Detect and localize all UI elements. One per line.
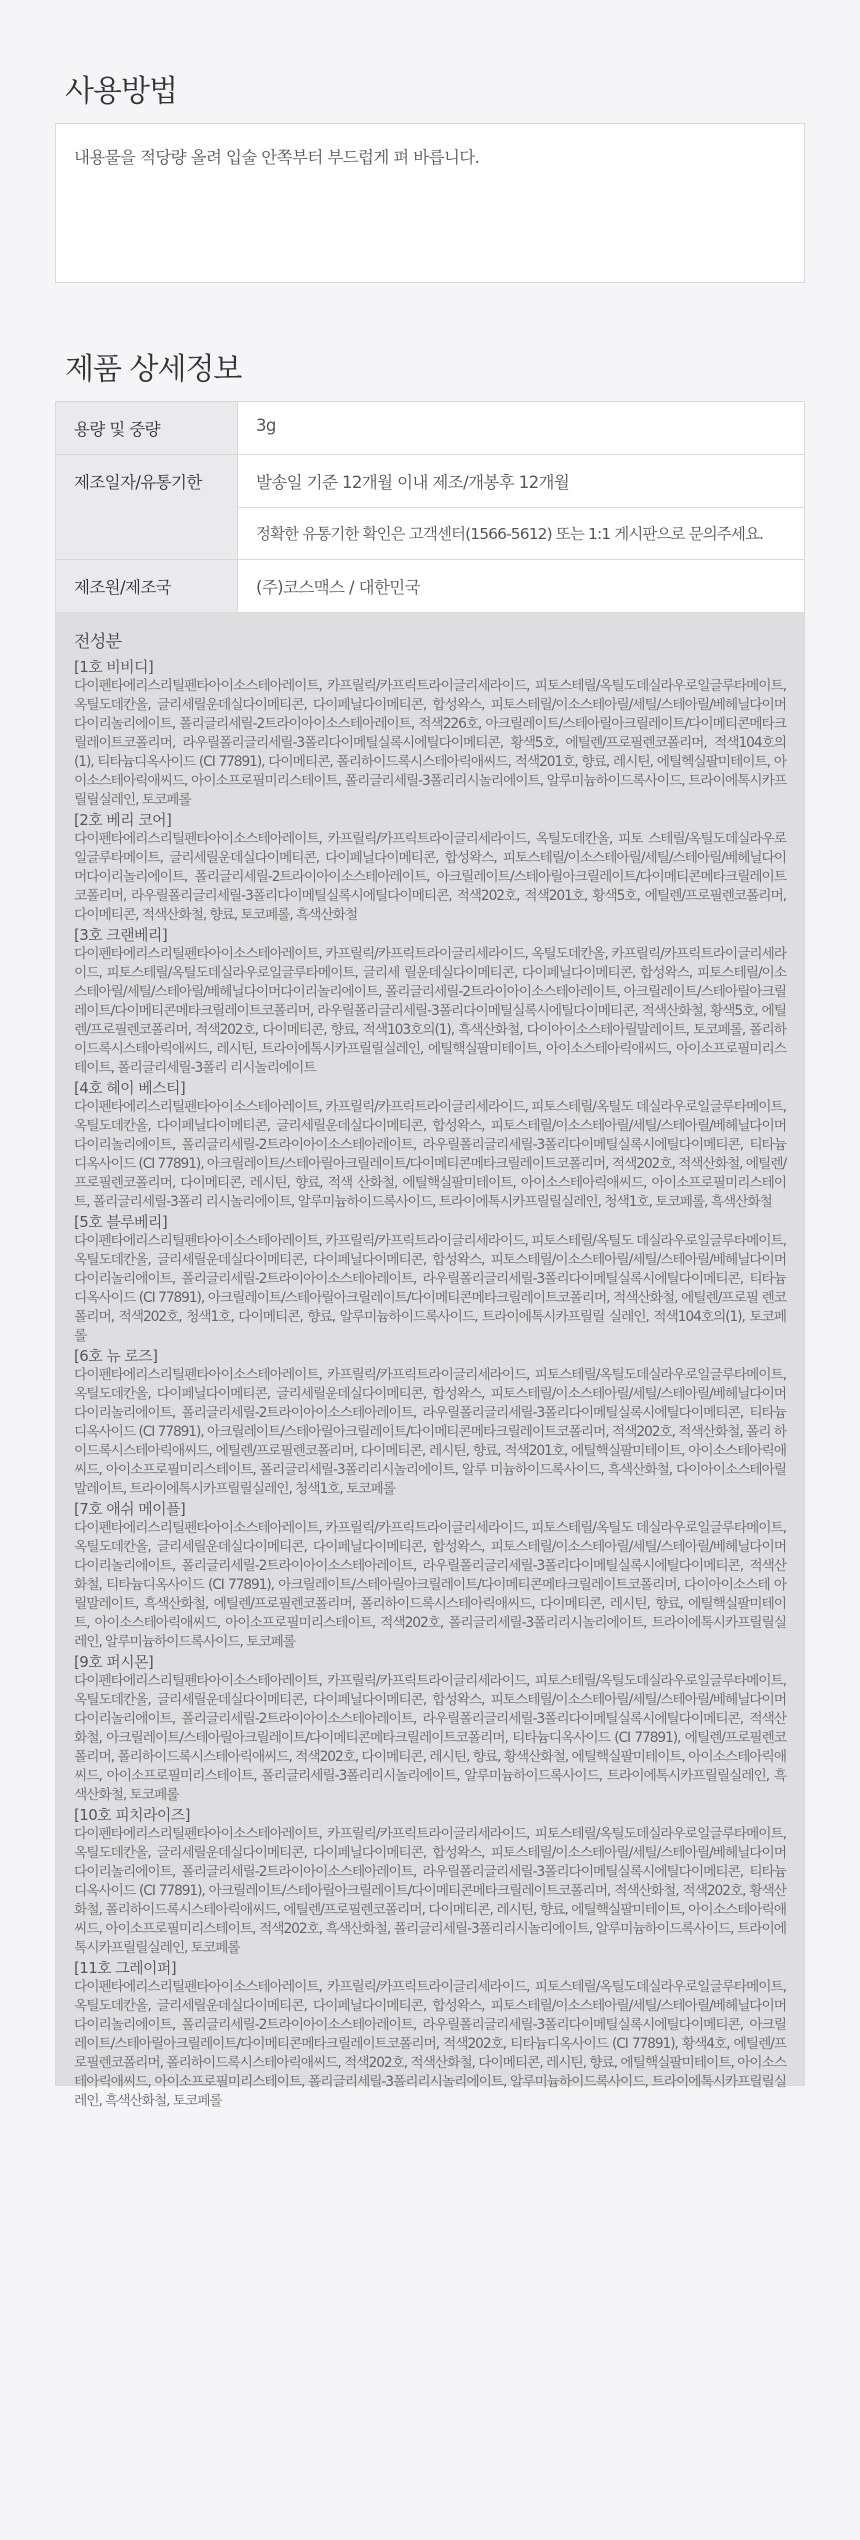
- variant-7: [74, 1500, 786, 1652]
- variant-name: [11호 그레이퍼]: [74, 1959, 177, 1977]
- ingredients-title: 전성분: [74, 632, 122, 652]
- detail-value-manufacturer: (주)코스맥스 / 대한민국: [256, 578, 420, 597]
- variant-ingredients: 다이펜타에리스리틸펜타아이소스테아레이트, 카프릴릭/카프릭트라이글리세라이드, 피토스테릴/옥틸도데실라우로일글루타메이트, 옥틸도데칸올, 글리세릴운데실다이메티콘, 다이페닐다이메티콘, 합성왁스, 피토스테릴/이소스테아릴/세틸/스테아릴/베헤닐다이머다이리놀리에이트, 폴리글리세릴-2트라이아이소스테아레이트, 적색226호, 아크릴레이트/스테아릴아크릴레이트/다이메티콘메타크릴레이트코폴리머, 라우릴폴리글리세릴-3폴리다이메틸실록시에틸다이메티콘, 황색5호, 에틸렌/프로필렌코폴리머, 적색104호의(1), 티타늄디옥사이드 (CI 77891), 다이메티콘, 폴리하이드록시스테아릭애씨드, 적색201호, 향료, 레시틴, 에틸헥실팔미테이트, 아이소스테아릭애씨드, 아이소프로필미리스테이트, 폴리글리세릴-3폴리리시놀리에이트, 알루미늄하이드록사이드, 트라이에톡시카프릴릴실레인, 토코페롤: [74, 678, 786, 808]
- detail-row-expiry: [55, 455, 805, 560]
- variant-6: [74, 1347, 786, 1499]
- variant-name: [9호 퍼시몬]: [74, 1653, 154, 1671]
- usage-box: [55, 123, 805, 283]
- variant-2: [74, 811, 786, 925]
- variant-name: [10호 피치라이즈]: [74, 1806, 190, 1824]
- detail-value-expiry-note: 정확한 유통기한 확인은 고객센터(1566-5612) 또는 1:1 게시판으로 문의주세요.: [238, 507, 804, 559]
- variant-name: [6호 뉴 로즈]: [74, 1347, 158, 1365]
- variant-ingredients: 다이펜타에리스리틸펜타아이소스테아레이트, 카프릴릭/카프릭트라이글리세라이드, 피토스테릴/옥틸도데실라우로일글루타메이트, 옥틸도데칸올, 글리세릴운데실다이메티콘, 다이페닐다이메티콘, 합성왁스, 피토스테릴/이소스테아릴/세틸/스테아릴/베헤닐다이머다이리놀리에이트, 폴리글리세릴-2트라이아이소스테아레이트, 라우릴폴리글리세릴-3폴리다이메틸실록시에틸다이메티콘, 적색산화철, 아크릴레이트/스테아릴아크릴레이트/다이메티콘메타크릴레이트코폴리머, 티타늄디옥사이드 (CI 77891), 에틸렌/프로필렌코폴리머, 폴리하이드록시스테아릭애씨드, 적색202호, 다이메티콘, 레시틴, 향료, 황색산화철, 에틸핵실팔미테이트, 아이소스테아릭애씨드, 아이소프로필미리스테이트, 폴리글리세릴-3폴리리시놀리에이트, 알루미늄하이드록사이드, 트라이에톡시카프릴릴실레인, 흑색산화철, 토코페롤: [74, 1673, 786, 1803]
- variant-name: [3호 크랜베리]: [74, 926, 168, 944]
- variant-5: [74, 1213, 786, 1346]
- variant-4: [74, 1079, 786, 1212]
- variant-ingredients: 다이펜타에리스리틸펜타아이소스테아레이트, 카프릴릭/카프릭트라이글리세라이드, 옥틸도데칸올, 피토 스테릴/옥틸도데실라우로일글루타메이트, 글리세릴운데실다이메티콘, 다이페닐다이메티콘, 합성왁스, 피토스테릴/이소스테아릴/세틸/스테아릴/베헤닐다이머다이리놀리에이트, 폴리글리세릴-2트라이아이소스테아레이트, 아크릴레이트/스테아릴아크릴레이트/다이메티콘메타크릴레이트코폴리머, 라우릴폴리글리세릴-3폴리다이메틸실록시에틸다이메티콘, 적색202호, 적색201호, 황색5호, 에틸렌/프로필렌코폴리머, 다이메티콘, 적색산화철, 향료, 토코페롤, 흑색산화철: [74, 831, 786, 923]
- usage-text: 내용물을 적당량 올려 입술 안쪽부터 부드럽게 펴 바릅니다.: [74, 148, 480, 167]
- detail-row-manufacturer: [55, 560, 805, 613]
- variant-ingredients: 다이펜타에리스리틸펜타아이소스테아레이트, 카프릴릭/카프릭트라이글리세라이드, 피토스테릴/옥틸도 데실라우로일글루타메이트, 옥틸도데칸올, 글리세릴운데실다이메티콘, 다이페닐다이메티콘, 합성왁스, 피토스테릴/이소스테아릴/세틸/스테아릴/베헤닐다이머다이리놀리에이트, 폴리글리세릴-2트라이아이소스테아레이트, 라우릴폴리글리세릴-3폴리다이메틸실록시에틸다이메티콘, 적색산화철, 티타늄디옥사이드 (CI 77891), 아크릴레이트/스테아릴아크릴레이트/다이메티콘메타크릴레이트코폴리머, 다이아이소스테 아릴말레이트, 흑색산화철, 에틸렌/프로필렌코폴리머, 폴리하이드록시스테아릭애씨드, 다이메티콘, 레시틴, 향료, 에틸핵실팔미테이트, 아이소스테아릭애씨드, 아이소프로필미리스테이트, 적색202호, 폴리글리세릴-3폴리리시놀리에이트, 트라이에톡시카프릴릴실레인, 알루미늄하이드록사이드, 토코페롤: [74, 1520, 786, 1650]
- variant-ingredients: 다이펜타에리스리틸펜타아이소스테아레이트, 카프릴릭/카프릭트라이글리세라이드, 피토스테릴/옥틸도데실라우로일글루타메이트, 옥틸도데칸올, 다이페닐다이메티콘, 글리세릴운데실다이메티콘, 합성왁스, 피토스테릴/이소스테아릴/세틸/스테아릴/베헤닐다이머다이리놀리에이트, 폴리글리세릴-2트라이아이소스테아레이트, 라우릴폴리글리세릴-3폴리다이메틸실록시에틸다이메티콘, 티타늄디옥사이드 (CI 77891), 아크릴레이트/스테아릴아크릴레이트/다이메티콘메타크릴레이트코폴리머, 적색202호, 적색산화철, 폴리 하이드록시스테아릭애씨드, 에틸렌/프로필렌코폴리머, 다이메티콘, 레시틴, 향료, 적색201호, 에틸핵실팔미테이트, 아이소스테아릭애씨드, 아이소프로필미리스테이트, 폴리글리세릴-3폴리리시놀리에이트, 알루 미늄하이드록사이드, 흑색산화철, 다이아이소스테아릴말레이트, 트라이에톡시카프릴릴실레인, 청색1호, 토코페롤: [74, 1367, 786, 1497]
- variant-ingredients: 다이펜타에리스리틸펜타아이소스테아레이트, 카프릴릭/카프릭트라이글리세라이드, 피토스테릴/옥틸도 데실라우로일글루타메이트, 옥틸도데칸올, 다이페닐다이메티콘, 글리세릴운데실다이메티콘, 합성왁스, 피토스테릴/이소스테아릴/세틸/스테아릴/베헤닐다이머다이리놀리에이트, 폴리글리세릴-2트라이아이소스테아레이트, 라우릴폴리글리세릴-3폴리다이메틸실록시에틸다이메티콘, 티타늄디옥사이드 (CI 77891), 아크릴레이트/스테아릴아크릴레이트/다이메티콘메타크릴레이트코폴리머, 적색202호, 적색산화철, 에틸렌/프로필렌코폴리머, 다이메티콘, 레시틴, 향료, 적색 산화철, 에틸핵실팔미테이트, 아이소스테아릭애씨드, 아이소프로필미리스테이트, 폴리글리세릴-3폴리 리시놀리에이트, 알루미늄하이드록사이드, 트라이에톡시카프릴릴실레인, 청색1호, 토코페롤, 흑색산화철: [74, 1099, 786, 1210]
- variant-name: [5호 블루베리]: [74, 1213, 168, 1231]
- variant-name: [1호 비비디]: [74, 658, 154, 676]
- detail-value-expiry: 발송일 기준 12개월 이내 제조/개봉후 12개월: [256, 473, 570, 492]
- detail-label-manufacturer: 제조원/제조국: [56, 560, 238, 612]
- detail-label-volume: 용량 및 중량: [56, 402, 238, 454]
- variant-ingredients: 다이펜타에리스리틸펜타아이소스테아레이트, 카프릴릭/카프릭트라이글리세라이드, 옥틸도데칸올, 카프릴릭/카프릭트라이글리세라이드, 피토스테릴/옥틸도데실라우로일글루타메이트, 글리세 릴운데실다이메티콘, 다이페닐다이메티콘, 합성왁스, 피토스테릴/이소스테아릴/세틸/스테아릴/베헤닐다이머다이리놀리에이트, 폴리글리세릴-2트라이아이소스테아레이트, 아크릴레이트/스테아릴아크릴레이트/다이메티콘메타크릴레이트코폴리머, 라우릴폴리글리세릴-3폴리다이메틸실록시에틸다이메티콘, 적색산화철, 황색5호, 에틸렌/프로필렌코폴리머, 적색202호, 다이메티콘, 향료, 적색103호의(1), 흑색산화철, 다이아이소스테아릴말레이트, 토코페롤, 폴리하이드록시스테아릭애씨드, 레시틴, 트라이에톡시카프릴릴실레인, 에틸핵실팔미테이트, 아이소스테아릭애씨드, 아이소프로필미리스테이트, 폴리글리세릴-3폴리 리시놀리에이트: [74, 946, 786, 1076]
- variant-name: [4호 헤이 베스티]: [74, 1079, 186, 1097]
- variant-ingredients: 다이펜타에리스리틸펜타아이소스테아레이트, 카프릴릭/카프릭트라이글리세라이드, 피토스테릴/옥틸도데실라우로일글루타메이트, 옥틸도데칸올, 글리세릴운데실다이메티콘, 다이페닐다이메티콘, 합성왁스, 피토스테릴/이소스테아릴/세틸/스테아릴/베헤닐다이머다이리놀리에이트, 폴리글리세릴-2트라이아이소스테아레이트, 라우릴폴리글리세릴-3폴리다이메틸실록시에틸다이메티콘, 티타늄디옥사이드 (CI 77891), 아크릴레이트/스테아릴아크릴레이트/다이메티콘메타크릴레이트코폴리머, 적색산화철, 적색202호, 황색산화철, 폴리하이드록시스테아릭애씨드, 에틸렌/프로필렌코폴리머, 다이메티콘, 레시틴, 향료, 에틸핵실팔미테이트, 아이소스테아릭애씨드, 아이소프로필미리스테이트, 적색202호, 흑색산화철, 폴리글리세릴-3폴리리시놀리에이트, 알루미늄하이드록사이드, 트라이에톡시카프릴릴실레인, 토코페롤: [74, 1826, 786, 1956]
- variant-ingredients: 다이펜타에리스리틸펜타아이소스테아레이트, 카프릴릭/카프릭트라이글리세라이드, 피토스테릴/옥틸도 데실라우로일글루타메이트, 옥틸도데칸올, 글리세릴운데실다이메티콘, 다이페닐다이메티콘, 합성왁스, 피토스테릴/이소스테아릴/세틸/스테아릴/베헤닐다이머다이리놀리에이트, 폴리글리세릴-2트라이아이소스테아레이트, 라우릴폴리글리세릴-3폴리다이메틸실록시에틸다이메티콘, 티타늄디옥사이드 (CI 77891), 아크릴레이트/스테아릴아크릴레이트/다이메티콘메타크릴레이트코폴리머, 적색산화철, 에틸렌/프로필 렌코폴리머, 적색202호, 청색1호, 다이메티콘, 향료, 알루미늄하이드록사이드, 트라이에톡시카프릴릴 실레인, 적색104호의(1), 토코페롤: [74, 1233, 786, 1344]
- variant-name: [7호 애쉬 메이플]: [74, 1500, 186, 1518]
- detail-value-volume: 3g: [256, 416, 276, 435]
- variant-11: [74, 1959, 786, 2111]
- detail-row-volume: [55, 402, 805, 455]
- variant-name: [2호 베리 코어]: [74, 811, 172, 829]
- ingredients-section: [55, 613, 805, 2109]
- detail-table: [55, 401, 805, 2109]
- variant-3: [74, 926, 786, 1078]
- detail-label-expiry: 제조일자/유통기한: [56, 455, 238, 559]
- variant-ingredients: 다이펜타에리스리틸펜타아이소스테아레이트, 카프릴릭/카프릭트라이글리세라이드, 피토스테릴/옥틸도데실라우로일글루타메이트, 옥틸도데칸올, 글리세릴운데실다이메티콘, 다이페닐다이메티콘, 합성왁스, 피토스테릴/이소스테아릴/세틸/스테아릴/베헤닐다이머다이리놀리에이트, 폴리글리세릴-2트라이아이소스테아레이트, 라우릴폴리글리세릴-3폴리다이메틸실록시에틸다이메티콘, 아크릴레이트/스테아릴아크릴레이트/다이메티콘메타크릴레이트코폴리머, 적색202호, 티타늄디옥사이드 (CI 77891), 황색4호, 에틸렌/프로필렌코폴리머, 폴리하이드록시스테아릭애씨드, 적색202호, 적색산화철, 다이메티콘, 레시틴, 향료, 에틸핵실팔미테이트, 아이소스테아릭애씨드, 아이소프로필미리스테이트, 폴리글리세릴-3폴리리시놀리에이트, 알루미늄하이드록사이드, 트라이에톡시카프릴릴실레인, 흑색산화철, 토코페롤: [74, 1979, 786, 2109]
- variant-10: [74, 1806, 786, 1958]
- variant-9: [74, 1653, 786, 1805]
- usage-title: 사용방법: [65, 74, 177, 109]
- variant-1: [74, 658, 786, 810]
- detail-title: 제품 상세정보: [65, 352, 242, 387]
